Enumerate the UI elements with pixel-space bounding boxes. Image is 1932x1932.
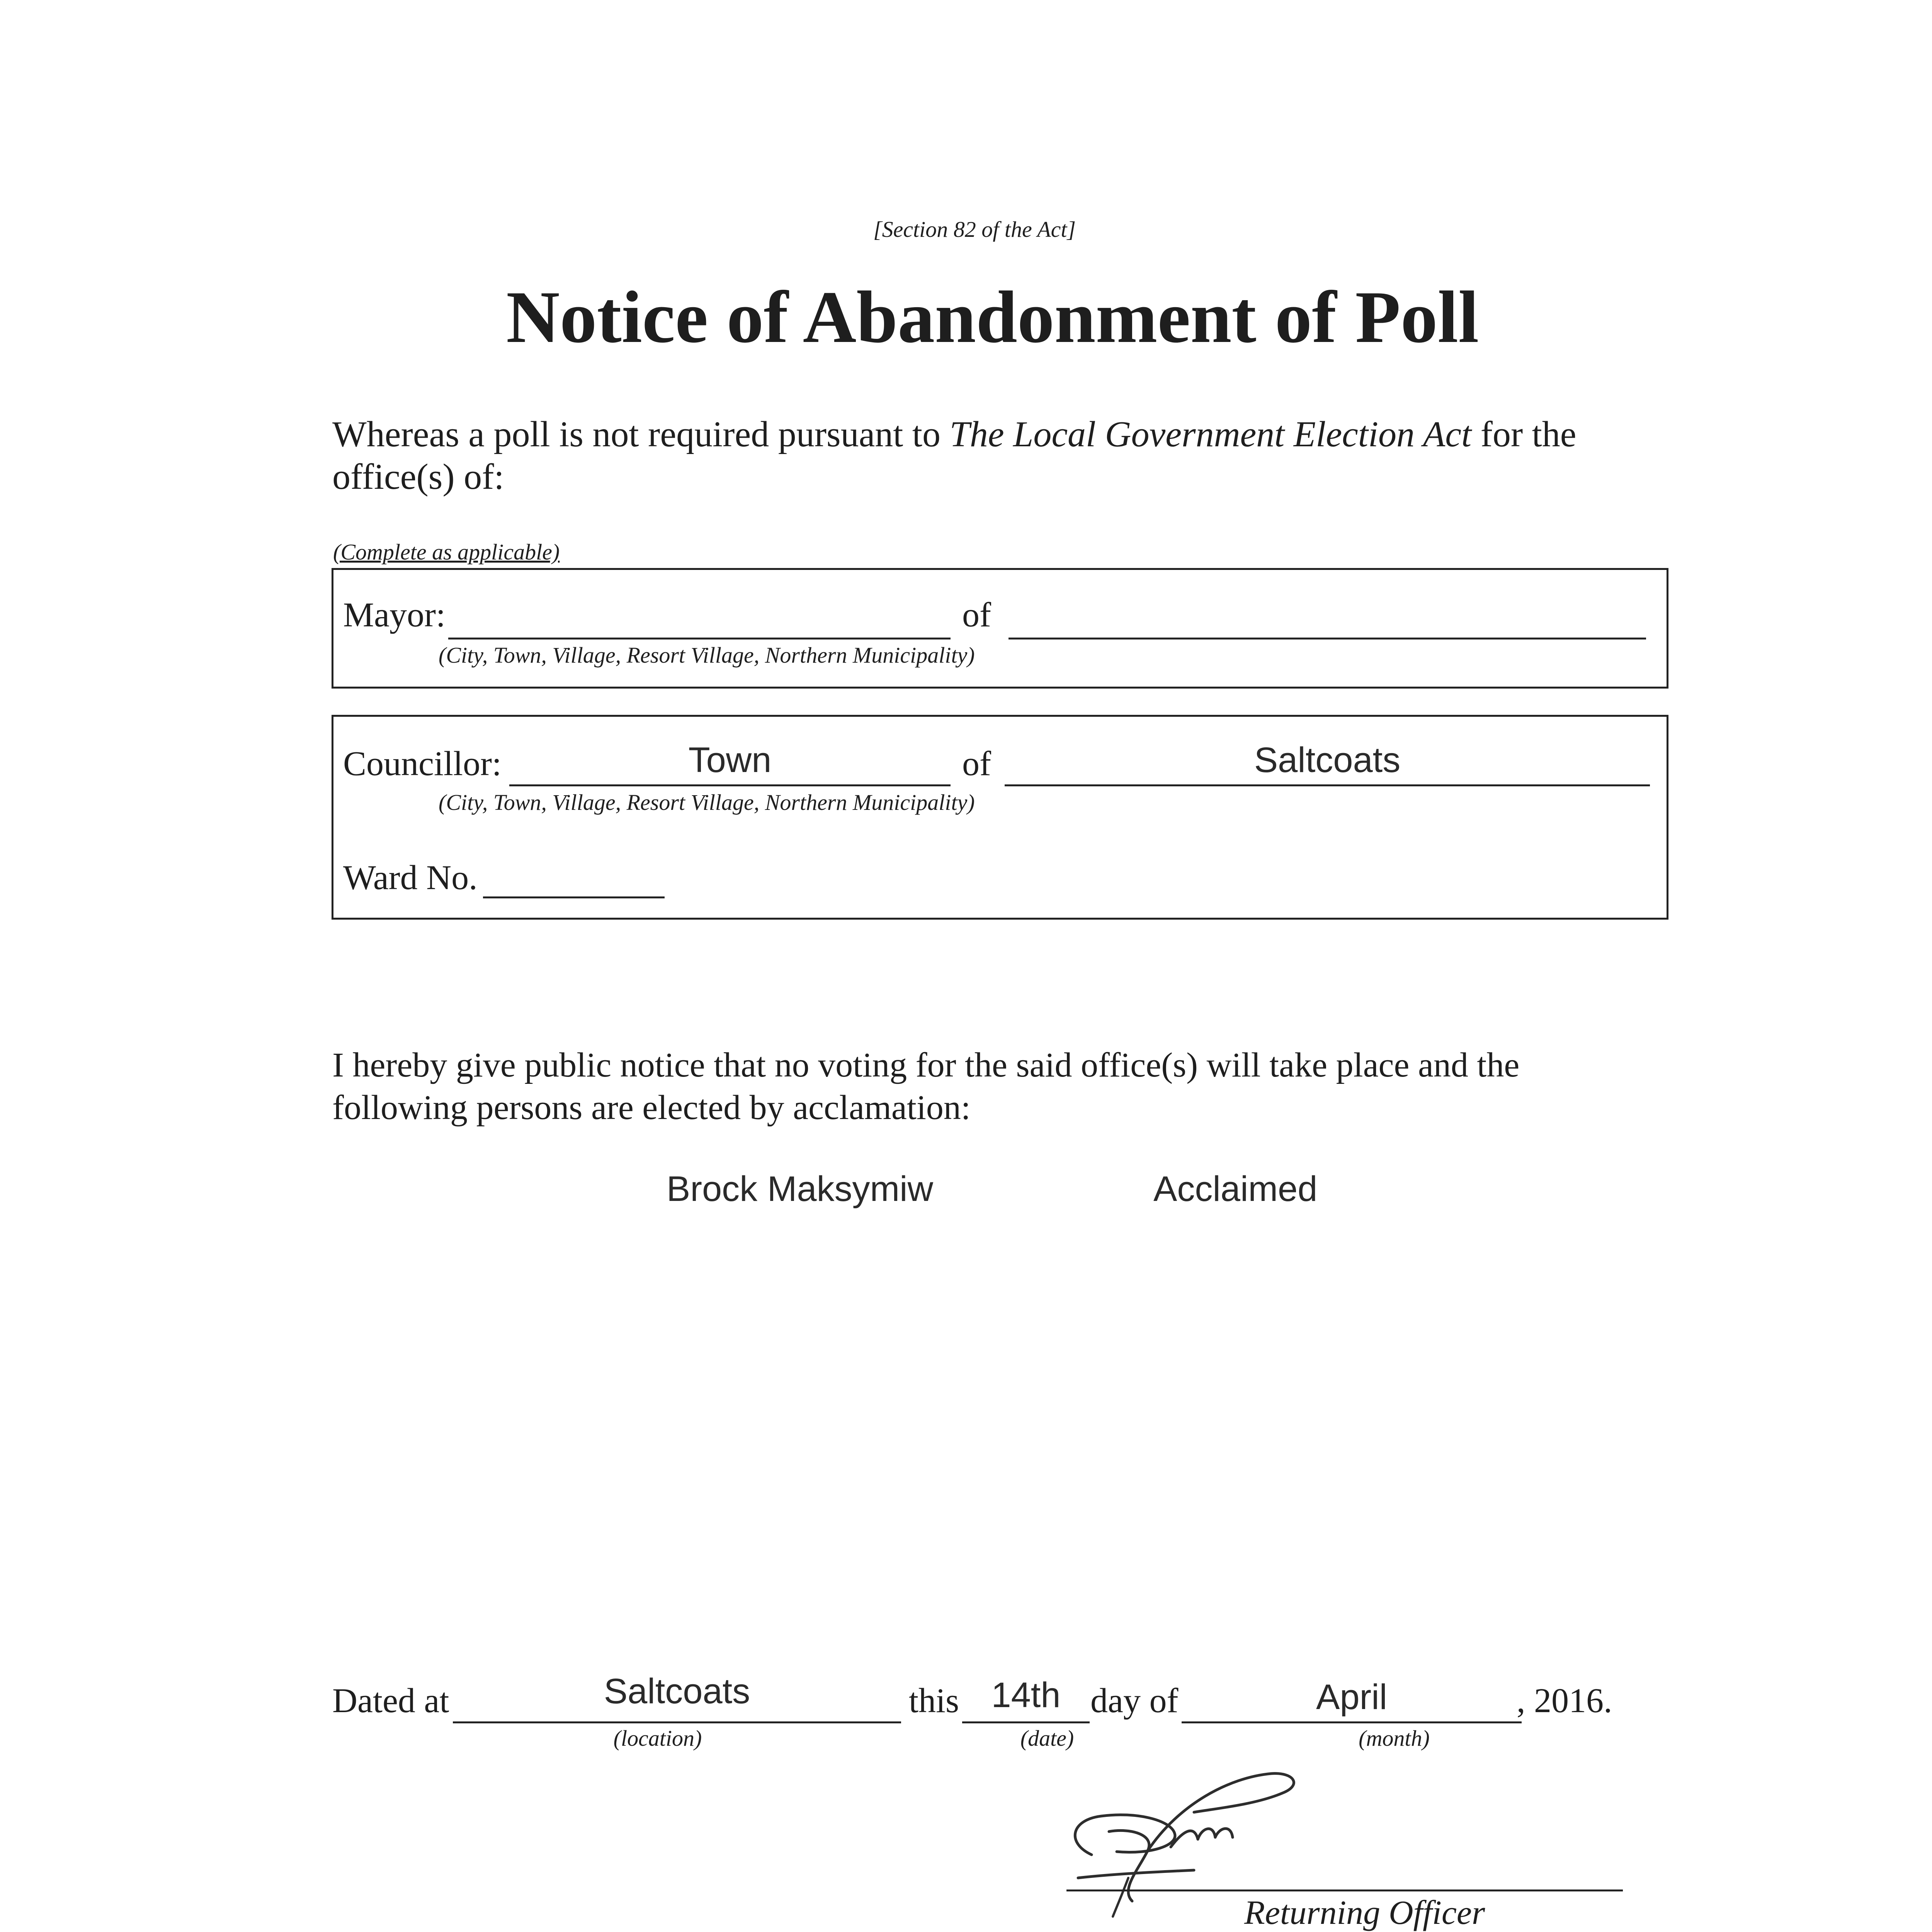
councillor-type-value: Town: [688, 740, 772, 780]
notice-line-1: I hereby give public notice that no voting for the said office(s) will take place and the: [332, 1046, 1520, 1084]
mayor-municipality-line[interactable]: [1009, 638, 1646, 639]
dated-location-value: Saltcoats: [604, 1672, 750, 1711]
dated-location-line[interactable]: [453, 1721, 901, 1723]
ward-line[interactable]: [483, 896, 665, 898]
date-caption: (date): [1020, 1726, 1074, 1751]
mayor-type-hint: (City, Town, Village, Resort Village, Northern Municipality): [439, 643, 975, 668]
mayor-of-label: of: [962, 596, 991, 634]
dated-date-value: 14th: [991, 1675, 1061, 1715]
act-name: The Local Government Election Act: [949, 414, 1472, 454]
intro-line-1: [332, 413, 1577, 455]
month-caption: (month): [1359, 1726, 1430, 1751]
signature-line[interactable]: [1066, 1889, 1623, 1891]
councillor-of-label: of: [962, 745, 991, 783]
intro-line-2: office(s) of:: [332, 457, 504, 497]
location-caption: (location): [613, 1726, 702, 1751]
ward-label: Ward No.: [343, 859, 478, 897]
elected-name: Brock Maksymiw: [667, 1169, 934, 1209]
page-title: Notice of Abandonment of Poll: [506, 276, 1479, 358]
councillor-type-hint: (City, Town, Village, Resort Village, Northern Municipality): [439, 790, 975, 815]
section-reference: [Section 82 of the Act]: [873, 217, 1076, 242]
year-suffix: , 2016.: [1517, 1682, 1612, 1720]
intro-text-after: for the: [1471, 414, 1577, 454]
day-of-label: day of: [1090, 1682, 1179, 1720]
councillor-municipality-value: Saltcoats: [1254, 740, 1401, 780]
dated-label: Dated at: [332, 1682, 449, 1720]
mayor-label: Mayor:: [343, 596, 446, 634]
councillor-type-line[interactable]: [509, 784, 951, 786]
this-label: this: [909, 1682, 959, 1720]
councillor-municipality-line[interactable]: [1005, 784, 1650, 786]
elected-status: Acclaimed: [1153, 1169, 1318, 1209]
mayor-type-line[interactable]: [448, 638, 951, 639]
complete-note: (Complete as applicable): [333, 539, 560, 565]
dated-month-value: April: [1316, 1677, 1388, 1717]
dated-month-line[interactable]: [1182, 1721, 1522, 1723]
dated-date-line[interactable]: [962, 1721, 1090, 1723]
councillor-label: Councillor:: [343, 745, 502, 783]
signature-role: Returning Officer: [1244, 1894, 1485, 1932]
intro-text-before: Whereas a poll is not required pursuant to: [332, 414, 950, 454]
notice-line-2: following persons are elected by acclamation:: [332, 1088, 971, 1127]
mayor-box: [332, 568, 1668, 689]
